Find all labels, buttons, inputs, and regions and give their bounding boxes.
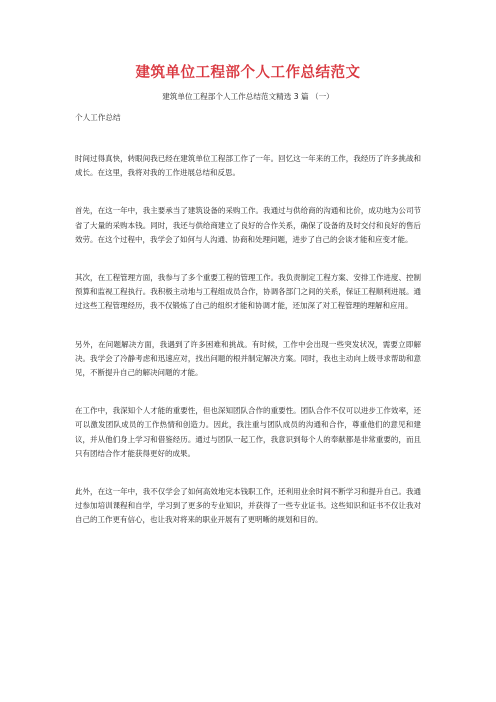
document-body [75,152,421,528]
section-heading: 个人工作总结 [75,113,121,122]
paragraph-intro: 时间过得真快，转眼间我已经在建筑单位工程部工作了一年。回忆这一年来的工作，我经历了许多挑战和成长。在这里，我将对我的工作进展总结和反思。 [75,154,421,178]
paragraph-project-management: 其次，在工程管理方面，我参与了多个重要工程的管理工作。我负责制定工程方案、安排工作进度、控制预算和监视工程执行。我积极主动地与工程组成员合作，协调各部门之间的关系，保证工程顺利进展。通过这些工程管理经历，我不仅锻炼了自己的组织才能和协调才能，还加深了对工程管理的理解和应用。 [75,273,421,311]
paragraph-self-improvement: 此外，在这一年中，我不仅学会了如何高效地完本钱职工作，还利用业余时间不断学习和提升自己。我通过参加培训课程和自学，学习到了更多的专业知识，并获得了一些专业证书。这些知识和证书不仅让我对自己的工作更有信心，也让我对将来的职业开展有了更明晰的规划和目的。 [75,487,421,525]
paragraph-procurement: 首先，在这一年中，我主要承当了建筑设备的采购工作。我通过与供给商的沟通和比价，成功地为公司节省了大量的采购本钱。同时，我还与供给商建立了良好的合作关系，确保了设备的及时交付和良好的售后效劳。在这个过程中，我学会了如何与人沟通、协商和处理问题，进步了自己的会谈才能和应变才能。 [75,206,421,244]
document-subtitle: 建筑单位工程部个人工作总结范文精选 3 篇 （一） [162,92,334,101]
paragraph-teamwork: 在工作中，我深知个人才能的重要性，但也深知团队合作的重要性。团队合作不仅可以进步工作效率，还可以激发团队成员的工作热情和创造力。因此，我注重与团队成员的沟通和合作，尊重他们的意见和建议，并从他们身上学习和借鉴经历。通过与团队一起工作，我意识到每个人的奉献都是非常重要的，而且只有团结合作才能获得更好的成果。 [75,406,421,458]
paragraph-problem-solving: 另外，在问题解决方面，我遇到了许多困难和挑战。有时候，工作中会出现一些突发状况，需要立即解决。我学会了冷静考虑和迅速应对，找出问题的根并制定解决方案。同时，我也主动向上级寻求帮助和意见，不断提升自己的解决问题的才能。 [75,339,421,378]
document-title: 建筑单位工程部个人工作总结范文 [135,65,361,81]
